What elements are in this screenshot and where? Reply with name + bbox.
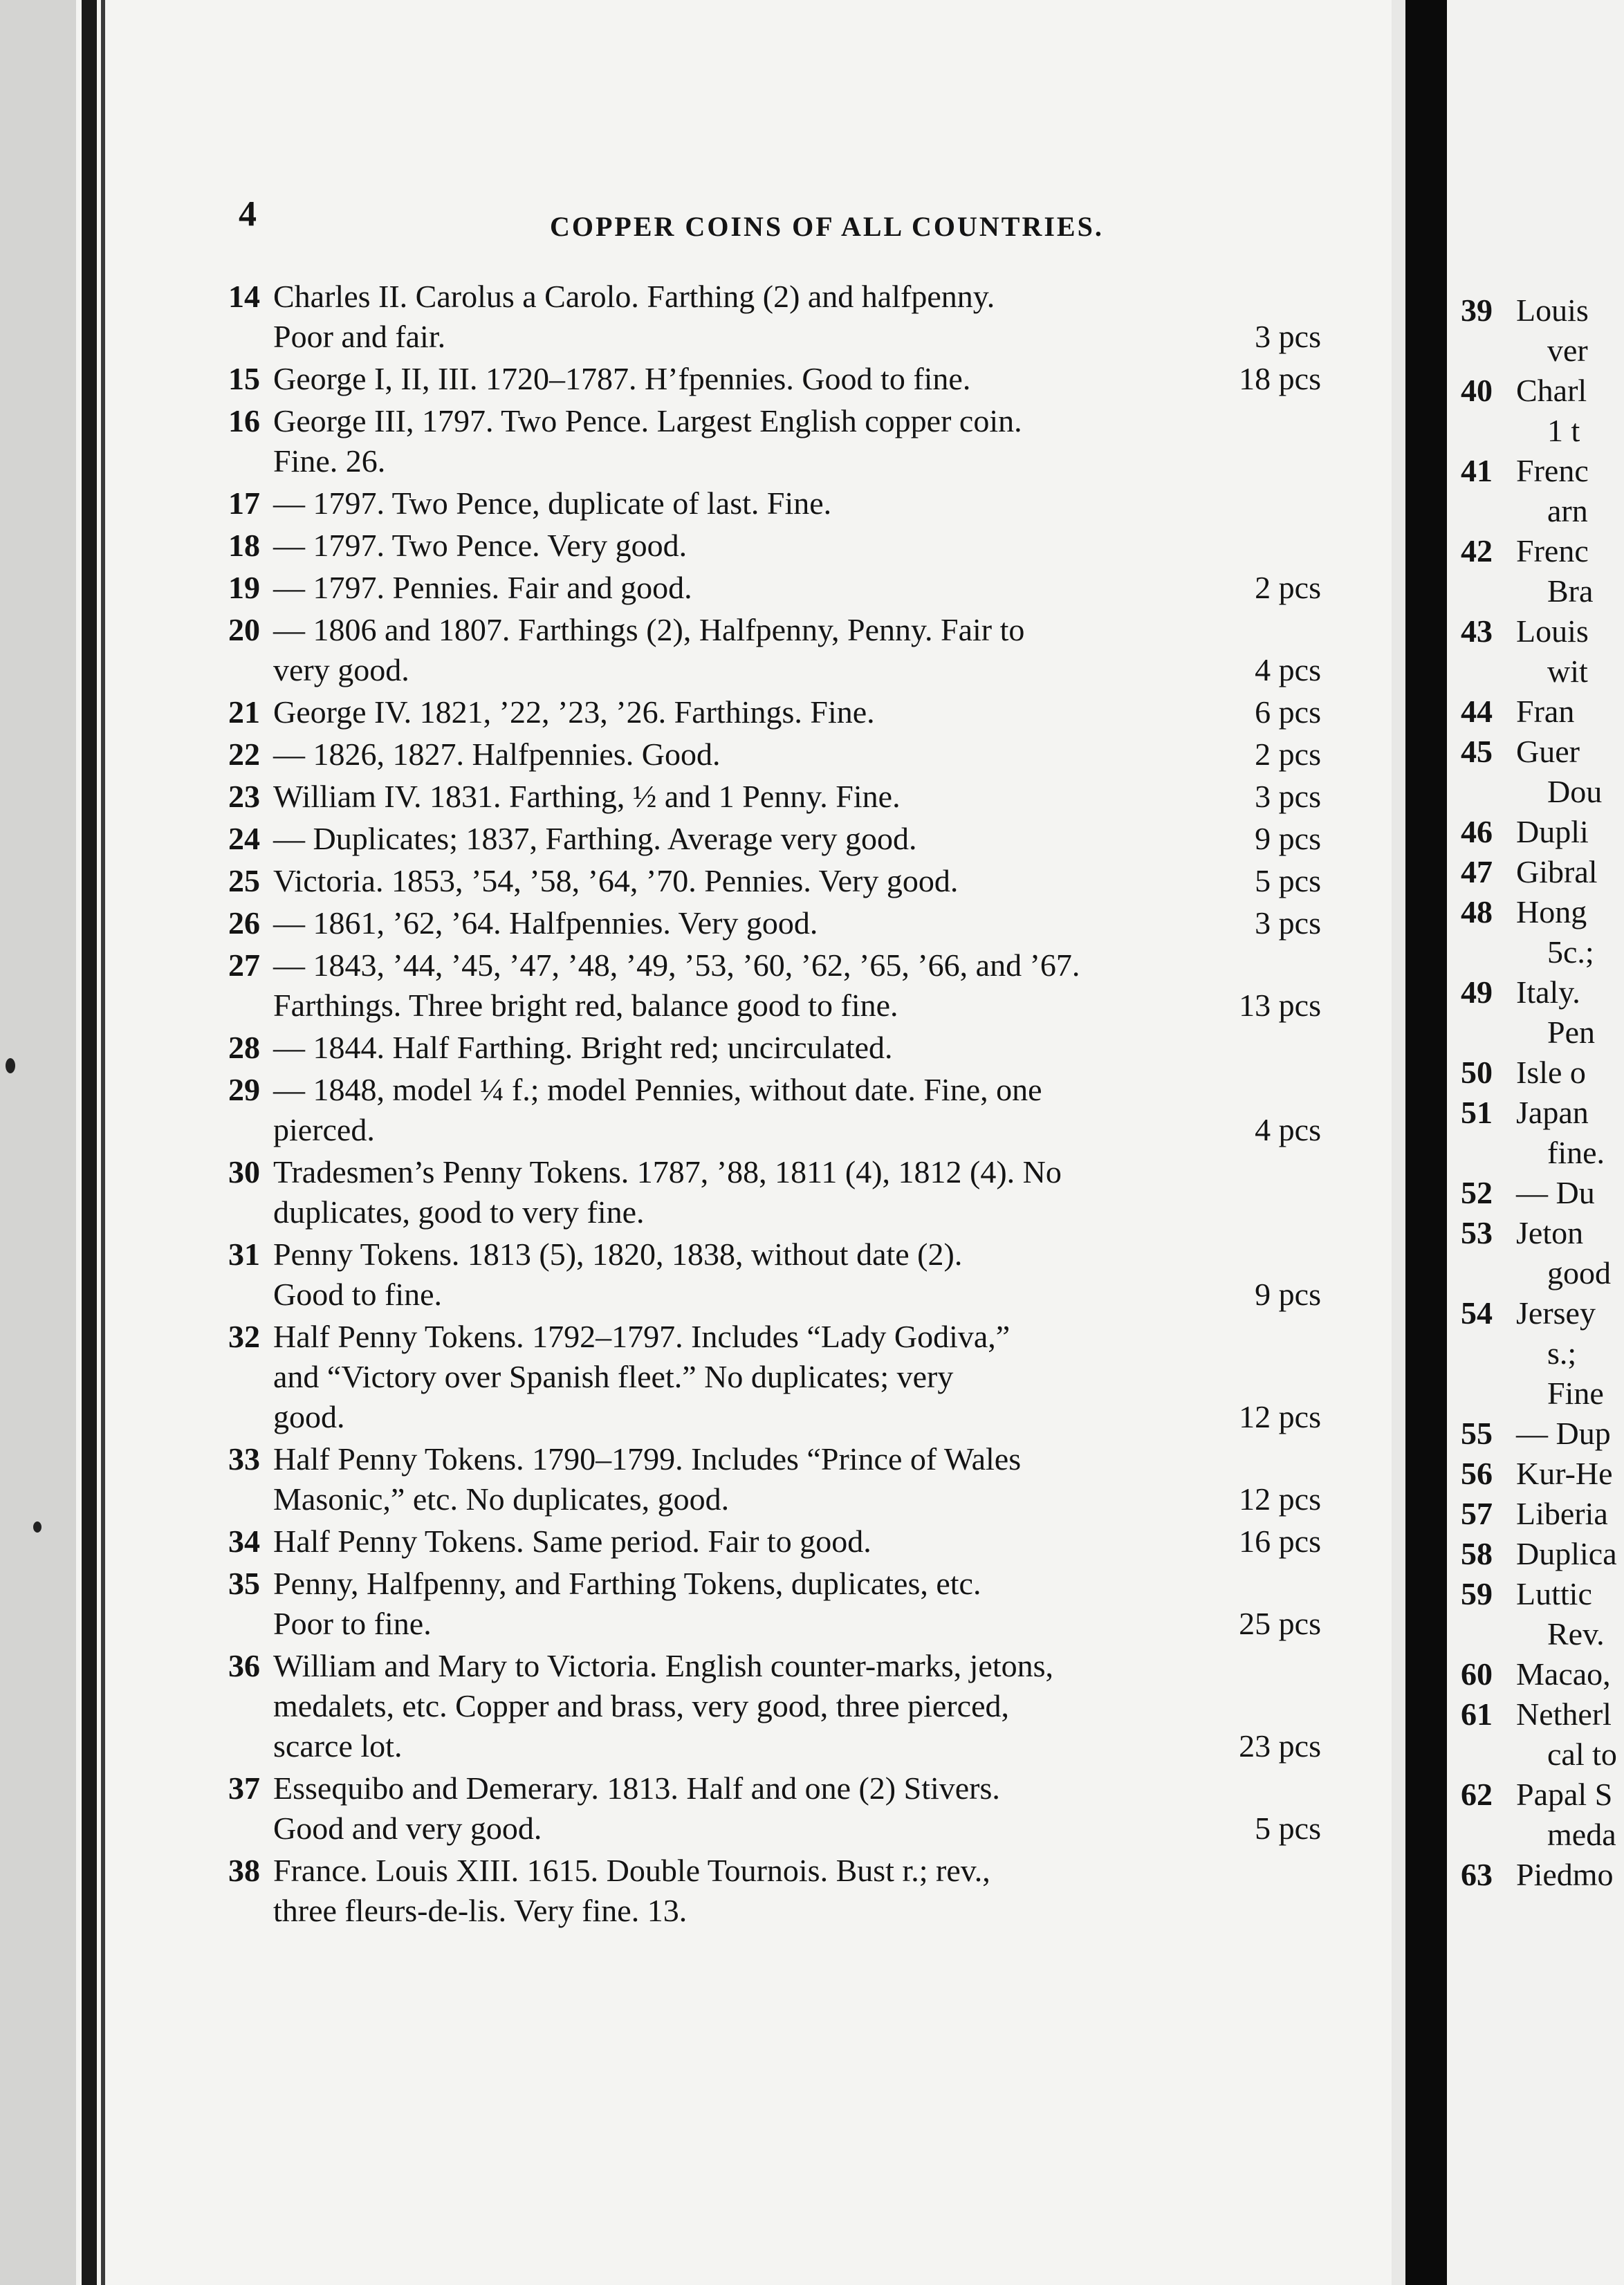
lot-continuation-line [228, 1891, 1321, 1931]
lot-description: Poor to fine. [273, 1606, 432, 1641]
scan-speck [6, 1058, 15, 1073]
right-lot-text: Italy. [1516, 974, 1580, 1010]
lot-first-line [228, 1521, 1321, 1562]
right-lot-text: Isle o [1516, 1055, 1586, 1090]
lot-description: — 1861, ’62, ’64. Halfpennies. Very good. [273, 905, 818, 941]
lot-number: 28 [228, 1030, 260, 1065]
lot-number: 36 [228, 1648, 260, 1683]
lot-entry [228, 692, 1321, 732]
lot-first-line [228, 777, 1321, 817]
right-lot-line [1447, 1534, 1624, 1574]
right-lot-line [1447, 531, 1624, 571]
right-lot-number: 59 [1461, 1576, 1493, 1611]
lot-first-line [228, 483, 1321, 524]
lot-quantity: 3 pcs [1255, 779, 1321, 814]
lot-description: — 1848, model ¼ f.; model Pennies, without date. Fine, one [273, 1072, 1042, 1107]
lot-entry [228, 1521, 1321, 1562]
lot-quantity: 3 pcs [1255, 905, 1321, 941]
lot-description: and “Victory over Spanish fleet.” No duplicates; very [273, 1359, 954, 1394]
running-title: COPPER COINS OF ALL COUNTRIES. [550, 211, 1104, 242]
right-lot-line [1447, 1574, 1624, 1614]
lot-first-line [228, 1851, 1321, 1891]
lot-continuation-line [228, 1397, 1321, 1437]
lot-description: France. Louis XIII. 1615. Double Tournois. Bust r.; rev., [273, 1853, 990, 1888]
lot-quantity: 25 pcs [1239, 1606, 1321, 1641]
right-lot-text: Japan [1516, 1095, 1589, 1130]
lot-description: Victoria. 1853, ’54, ’58, ’64, ’70. Pennies. Very good. [273, 863, 959, 898]
lot-entry [228, 1439, 1321, 1519]
lot-number: 21 [228, 694, 260, 730]
lot-number: 37 [228, 1770, 260, 1806]
right-lot-text: Hong [1516, 894, 1587, 929]
right-lot-text: Dupli [1516, 814, 1589, 849]
right-lot-number: 57 [1461, 1496, 1493, 1531]
lot-entry [228, 401, 1321, 481]
page-gutter [1405, 0, 1447, 2285]
lot-first-line [228, 1152, 1321, 1192]
right-lot-line [1447, 1373, 1624, 1414]
right-lot-number: 61 [1461, 1696, 1493, 1732]
lot-continuation-line [228, 1275, 1321, 1315]
lot-entry [228, 945, 1321, 1026]
right-lot-text: Dou [1547, 774, 1603, 809]
lot-number: 22 [228, 737, 260, 772]
lot-continuation-line [228, 986, 1321, 1026]
right-lot-text: Fine [1547, 1376, 1604, 1411]
lot-first-line [228, 945, 1321, 986]
lot-entry [228, 861, 1321, 901]
scan-speck [33, 1521, 41, 1533]
lot-entry [228, 819, 1321, 859]
right-lot-line [1447, 1333, 1624, 1373]
right-lot-line [1447, 692, 1624, 732]
right-lot-line [1447, 812, 1624, 852]
lot-first-line [228, 401, 1321, 441]
right-lot-text: Jeton [1516, 1215, 1584, 1250]
right-lot-text: cal to [1547, 1737, 1617, 1772]
right-lot-number: 62 [1461, 1777, 1493, 1812]
lot-first-line [228, 1768, 1321, 1808]
lot-number: 34 [228, 1524, 260, 1559]
lot-quantity: 4 pcs [1255, 1112, 1321, 1147]
lot-number: 38 [228, 1853, 260, 1888]
lot-number: 35 [228, 1566, 260, 1601]
right-lot-text: Fran [1516, 694, 1575, 729]
lot-quantity: 9 pcs [1255, 1277, 1321, 1312]
lot-description: pierced. [273, 1112, 375, 1147]
lot-description: — Duplicates; 1837, Farthing. Average very good. [273, 821, 917, 856]
lot-quantity: 12 pcs [1239, 1481, 1321, 1517]
right-lot-text: ver [1547, 333, 1588, 368]
right-lot-line [1447, 1815, 1624, 1855]
lot-continuation-line [228, 1110, 1321, 1150]
right-lot-text: Piedmo [1516, 1857, 1614, 1892]
lot-number: 33 [228, 1441, 260, 1477]
lot-first-line [228, 861, 1321, 901]
right-lot-text: 5c.; [1547, 934, 1594, 970]
lot-number: 14 [228, 279, 260, 314]
lot-continuation-line [228, 1357, 1321, 1397]
lot-description: — 1843, ’44, ’45, ’47, ’48, ’49, ’53, ’60, ’62, ’65, ’66, and ’67. [273, 947, 1080, 983]
right-lot-text: Papal S [1516, 1777, 1613, 1812]
right-lot-text: Gibral [1516, 854, 1598, 889]
lot-continuation-line [228, 1604, 1321, 1644]
right-lot-line [1447, 1494, 1624, 1534]
lot-description: Fine. 26. [273, 443, 386, 479]
right-lot-line [1447, 892, 1624, 932]
right-lot-number: 43 [1461, 613, 1493, 649]
right-lot-text: Louis [1516, 293, 1589, 328]
lot-continuation-line [228, 1479, 1321, 1519]
right-lot-text: Luttic [1516, 1576, 1592, 1611]
lot-description: Half Penny Tokens. 1790–1799. Includes “Prince of Wales [273, 1441, 1022, 1477]
right-lot-number: 44 [1461, 694, 1493, 729]
right-lot-text: Netherl [1516, 1696, 1612, 1732]
right-lot-text: Kur-He [1516, 1456, 1613, 1491]
right-lot-line [1447, 932, 1624, 972]
lot-description: William and Mary to Victoria. English counter-marks, jetons, [273, 1648, 1054, 1683]
lot-description: scarce lot. [273, 1728, 403, 1764]
right-lot-text: — Dup [1516, 1416, 1611, 1451]
lot-description: — 1797. Two Pence. Very good. [273, 528, 688, 563]
right-lot-line [1447, 1855, 1624, 1895]
right-lot-text: Jersey [1516, 1295, 1596, 1331]
lot-entry [228, 777, 1321, 817]
lot-number: 30 [228, 1154, 260, 1190]
lot-quantity: 12 pcs [1239, 1399, 1321, 1434]
right-lot-line [1447, 1253, 1624, 1293]
right-lot-line [1447, 1734, 1624, 1775]
right-lot-number: 46 [1461, 814, 1493, 849]
lot-first-line [228, 1646, 1321, 1686]
lot-description: duplicates, good to very fine. [273, 1194, 645, 1230]
lot-continuation-line [228, 650, 1321, 690]
right-lot-number: 42 [1461, 533, 1493, 568]
lot-entry [228, 734, 1321, 775]
right-lot-number: 41 [1461, 453, 1493, 488]
lot-continuation-line [228, 441, 1321, 481]
right-lot-text: arn [1547, 493, 1588, 528]
lot-number: 16 [228, 403, 260, 438]
right-lot-number: 63 [1461, 1857, 1493, 1892]
lot-number: 19 [228, 570, 260, 605]
page-number: 4 [239, 194, 257, 234]
right-lot-text: Liberia [1516, 1496, 1608, 1531]
lot-quantity: 9 pcs [1255, 821, 1321, 856]
lot-quantity: 13 pcs [1239, 988, 1321, 1023]
right-lot-line [1447, 1775, 1624, 1815]
lot-continuation-line [228, 1726, 1321, 1766]
binding-margin [0, 0, 76, 2285]
right-lot-number: 49 [1461, 974, 1493, 1010]
lot-list [228, 277, 1321, 1933]
lot-number: 18 [228, 528, 260, 563]
right-lot-text: meda [1547, 1817, 1616, 1852]
right-lot-text: s.; [1547, 1335, 1577, 1371]
right-lot-text: Guer [1516, 734, 1580, 769]
right-lot-text: fine. [1547, 1135, 1605, 1170]
lot-first-line [228, 359, 1321, 399]
lot-description: — 1806 and 1807. Farthings (2), Halfpenny, Penny. Fair to [273, 612, 1025, 647]
right-lot-line [1447, 611, 1624, 651]
right-lot-line [1447, 651, 1624, 692]
lot-entry [228, 483, 1321, 524]
lot-first-line [228, 568, 1321, 608]
right-lot-line [1447, 1293, 1624, 1333]
right-lot-line [1447, 451, 1624, 491]
lot-quantity: 2 pcs [1255, 570, 1321, 605]
binding-rule [82, 0, 97, 2285]
lot-continuation-line [228, 317, 1321, 357]
lot-quantity: 5 pcs [1255, 863, 1321, 898]
right-lot-line [1447, 1414, 1624, 1454]
lot-first-line [228, 277, 1321, 317]
lot-quantity: 5 pcs [1255, 1811, 1321, 1846]
right-lot-line [1447, 1012, 1624, 1053]
lot-number: 31 [228, 1237, 260, 1272]
lot-number: 29 [228, 1072, 260, 1107]
lot-entry [228, 903, 1321, 943]
right-lot-number: 52 [1461, 1175, 1493, 1210]
lot-first-line [228, 1234, 1321, 1275]
lot-first-line [228, 1070, 1321, 1110]
lot-first-line [228, 1564, 1321, 1604]
lot-entry [228, 1646, 1321, 1766]
right-lot-line [1447, 1213, 1624, 1253]
lot-entry [228, 610, 1321, 690]
right-lot-line [1447, 1694, 1624, 1734]
lot-description: good. [273, 1399, 345, 1434]
right-lot-line [1447, 1614, 1624, 1654]
lot-quantity: 3 pcs [1255, 319, 1321, 354]
lot-description: George III, 1797. Two Pence. Largest English copper coin. [273, 403, 1022, 438]
lot-first-line [228, 610, 1321, 650]
lot-entry [228, 1028, 1321, 1068]
lot-description: George IV. 1821, ’22, ’23, ’26. Farthings. Fine. [273, 694, 875, 730]
lot-number: 25 [228, 863, 260, 898]
lot-description: — 1826, 1827. Halfpennies. Good. [273, 737, 721, 772]
lot-description: medalets, etc. Copper and brass, very good, three pierced, [273, 1688, 1009, 1723]
right-lot-number: 40 [1461, 373, 1493, 408]
right-lot-number: 58 [1461, 1536, 1493, 1571]
lot-description: William IV. 1831. Farthing, ½ and 1 Penny. Fine. [273, 779, 901, 814]
right-lot-number: 48 [1461, 894, 1493, 929]
right-lot-line [1447, 732, 1624, 772]
right-lot-text: Louis [1516, 613, 1589, 649]
right-lot-line [1447, 290, 1624, 331]
lot-description: Penny, Halfpenny, and Farthing Tokens, duplicates, etc. [273, 1566, 981, 1601]
right-lot-text: good [1547, 1255, 1611, 1290]
lot-description: Half Penny Tokens. Same period. Fair to good. [273, 1524, 871, 1559]
lot-quantity: 16 pcs [1239, 1524, 1321, 1559]
right-lot-text: Charl [1516, 373, 1587, 408]
lot-number: 27 [228, 947, 260, 983]
right-page-lot-list [1447, 290, 1624, 1895]
right-lot-text: Bra [1547, 573, 1594, 609]
gutter-edge [1392, 0, 1405, 2285]
right-lot-text: Duplica [1516, 1536, 1617, 1571]
lot-first-line [228, 1439, 1321, 1479]
right-lot-line [1447, 1654, 1624, 1694]
lot-number: 20 [228, 612, 260, 647]
lot-entry [228, 1564, 1321, 1644]
lot-first-line [228, 1317, 1321, 1357]
lot-entry [228, 359, 1321, 399]
lot-entry [228, 1768, 1321, 1849]
lot-continuation-line [228, 1686, 1321, 1726]
lot-continuation-line [228, 1808, 1321, 1849]
right-lot-number: 45 [1461, 734, 1493, 769]
right-lot-line [1447, 1093, 1624, 1133]
right-lot-line [1447, 1173, 1624, 1213]
lot-description: Good and very good. [273, 1811, 542, 1846]
lot-description: Charles II. Carolus a Carolo. Farthing (2) and halfpenny. [273, 279, 995, 314]
lot-number: 24 [228, 821, 260, 856]
lot-description: — 1797. Pennies. Fair and good. [273, 570, 692, 605]
right-lot-line [1447, 331, 1624, 371]
right-lot-line [1447, 491, 1624, 531]
lot-description: very good. [273, 652, 409, 687]
lot-number: 32 [228, 1319, 260, 1354]
lot-entry [228, 1070, 1321, 1150]
lot-entry [228, 568, 1321, 608]
right-lot-number: 56 [1461, 1456, 1493, 1491]
right-lot-text: Frenc [1516, 453, 1589, 488]
right-lot-text: Pen [1547, 1015, 1595, 1050]
page-header [239, 194, 1318, 249]
lot-description: Masonic,” etc. No duplicates, good. [273, 1481, 730, 1517]
right-lot-text: 1 t [1547, 413, 1580, 448]
lot-number: 26 [228, 905, 260, 941]
lot-description: Good to fine. [273, 1277, 443, 1312]
right-lot-number: 55 [1461, 1416, 1493, 1451]
lot-description: Penny Tokens. 1813 (5), 1820, 1838, without date (2). [273, 1237, 963, 1272]
right-lot-line [1447, 411, 1624, 451]
lot-description: three fleurs-de-lis. Very fine. 13. [273, 1893, 688, 1928]
right-lot-text: — Du [1516, 1175, 1595, 1210]
lot-description: Poor and fair. [273, 319, 446, 354]
right-lot-line [1447, 1053, 1624, 1093]
lot-description: — 1797. Two Pence, duplicate of last. Fine. [273, 485, 832, 521]
lot-description: Tradesmen’s Penny Tokens. 1787, ’88, 1811 (4), 1812 (4). No [273, 1154, 1062, 1190]
right-lot-number: 51 [1461, 1095, 1493, 1130]
lot-first-line [228, 1028, 1321, 1068]
lot-first-line [228, 903, 1321, 943]
lot-quantity: 2 pcs [1255, 737, 1321, 772]
right-lot-line [1447, 371, 1624, 411]
lot-entry [228, 1152, 1321, 1232]
right-lot-line [1447, 1133, 1624, 1173]
lot-continuation-line [228, 1192, 1321, 1232]
lot-first-line [228, 819, 1321, 859]
lot-entry [228, 1234, 1321, 1315]
lot-description: George I, II, III. 1720–1787. H’fpennies. Good to fine. [273, 361, 971, 396]
right-lot-text: wit [1547, 654, 1588, 689]
right-lot-number: 50 [1461, 1055, 1493, 1090]
right-lot-line [1447, 772, 1624, 812]
right-lot-number: 60 [1461, 1656, 1493, 1692]
lot-quantity: 18 pcs [1239, 361, 1321, 396]
right-lot-line [1447, 1454, 1624, 1494]
lot-description: — 1844. Half Farthing. Bright red; uncirculated. [273, 1030, 893, 1065]
right-lot-line [1447, 571, 1624, 611]
lot-number: 15 [228, 361, 260, 396]
lot-number: 17 [228, 485, 260, 521]
lot-entry [228, 1317, 1321, 1437]
lot-first-line [228, 692, 1321, 732]
right-lot-line [1447, 852, 1624, 892]
lot-first-line [228, 734, 1321, 775]
lot-description: Half Penny Tokens. 1792–1797. Includes “Lady Godiva,” [273, 1319, 1011, 1354]
lot-entry [228, 277, 1321, 357]
right-lot-number: 39 [1461, 293, 1493, 328]
right-lot-text: Frenc [1516, 533, 1589, 568]
lot-number: 23 [228, 779, 260, 814]
right-lot-text: Rev. [1547, 1616, 1605, 1652]
right-lot-line [1447, 972, 1624, 1012]
lot-description: Farthings. Three bright red, balance good to fine. [273, 988, 898, 1023]
lot-entry [228, 526, 1321, 566]
lot-entry [228, 1851, 1321, 1931]
right-lot-number: 54 [1461, 1295, 1493, 1331]
right-lot-number: 53 [1461, 1215, 1493, 1250]
lot-quantity: 23 pcs [1239, 1728, 1321, 1764]
lot-quantity: 6 pcs [1255, 694, 1321, 730]
lot-quantity: 4 pcs [1255, 652, 1321, 687]
lot-description: Essequibo and Demerary. 1813. Half and one (2) Stivers. [273, 1770, 1000, 1806]
right-lot-number: 47 [1461, 854, 1493, 889]
right-lot-text: Macao, [1516, 1656, 1611, 1692]
lot-first-line [228, 526, 1321, 566]
